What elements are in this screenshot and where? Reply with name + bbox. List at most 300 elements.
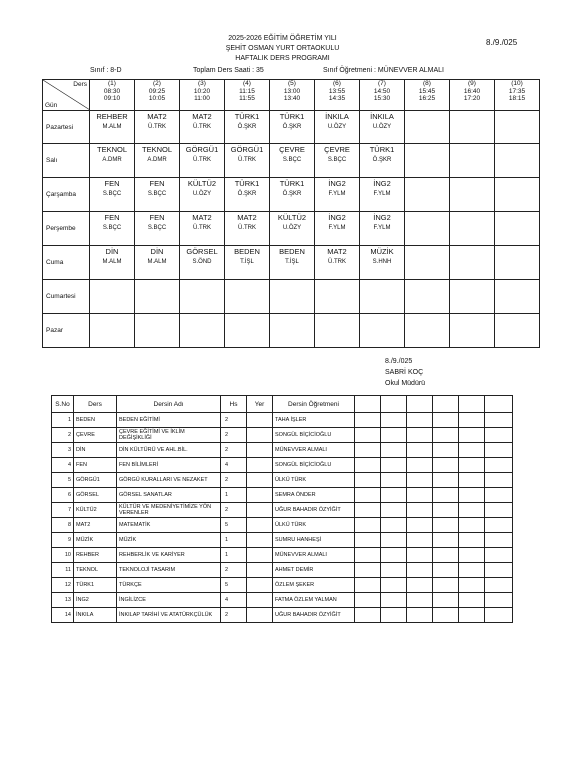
empty-cell [459, 608, 485, 623]
lesson-teacher: T.İŞL [285, 259, 299, 265]
course-code: TÜRK1 [74, 578, 117, 593]
table-row [52, 413, 513, 428]
lesson-cell [315, 280, 360, 314]
empty-cell [381, 563, 407, 578]
table-row [52, 548, 513, 563]
lesson-cell [180, 212, 225, 246]
table-row [52, 578, 513, 593]
empty-cell [407, 458, 433, 473]
lesson-cell [135, 212, 180, 246]
row-number: 6 [52, 488, 74, 503]
lesson-code: GÖRSEL [186, 247, 218, 256]
row-number: 14 [52, 608, 74, 623]
lesson-cell [450, 144, 495, 178]
lesson-code: MAT2 [192, 112, 212, 121]
lesson-cell [360, 212, 405, 246]
empty-cell [381, 413, 407, 428]
room [247, 458, 273, 473]
empty-cell [485, 488, 513, 503]
lesson-teacher: Ö.ŞKR [282, 124, 302, 130]
empty-cell [459, 548, 485, 563]
empty-cell [355, 428, 381, 443]
lesson-teacher: M.ALM [102, 124, 122, 130]
empty-cell [433, 593, 459, 608]
course-code: İNG2 [74, 593, 117, 608]
lesson-teacher: Ü.TRK [328, 259, 346, 265]
program-title: HAFTALIK DERS PROGRAMI [235, 55, 330, 62]
period-header: (4) 11:15 11:55 [225, 80, 270, 111]
course-teacher: ÜLKÜ TÜRK [273, 473, 355, 488]
empty-cell [355, 533, 381, 548]
period-header: (6) 13:55 14:35 [315, 80, 360, 111]
row-number: 9 [52, 533, 74, 548]
course-teacher: UĞUR BAHADIR ÖZYİĞİT [273, 608, 355, 623]
course-code: BEDEN [74, 413, 117, 428]
lesson-code: BEDEN [234, 247, 260, 256]
lesson-code: MAT2 [192, 213, 212, 222]
lesson-cell [135, 314, 180, 348]
course-list-table [51, 395, 513, 623]
empty-cell [381, 548, 407, 563]
empty-cell [355, 473, 381, 488]
lesson-code: İNG2 [328, 213, 346, 222]
empty-cell [355, 458, 381, 473]
lesson-cell [270, 178, 315, 212]
course-name: TÜRKÇE [117, 578, 221, 593]
empty-cell [485, 533, 513, 548]
col-sno: S.No [52, 396, 74, 413]
lesson-teacher: M.ALM [147, 259, 167, 265]
col-dersin-adi: Dersin Adı [117, 396, 221, 413]
lesson-teacher: S.HNH [372, 259, 392, 265]
day-label: Cuma [43, 246, 90, 280]
empty-cell [407, 593, 433, 608]
lesson-teacher: Ü.TRK [193, 225, 211, 231]
row-number: 2 [52, 428, 74, 443]
col-hs: Hs [221, 396, 247, 413]
table-row [52, 563, 513, 578]
lesson-cell [315, 212, 360, 246]
class-teacher-label: Sınıf Öğretmeni : MÜNEVVER ALMALI [323, 67, 444, 74]
empty-cell [459, 473, 485, 488]
lesson-cell [135, 246, 180, 280]
lesson-cell [225, 178, 270, 212]
table-row [52, 443, 513, 458]
lesson-teacher: Ö.ŞKR [282, 191, 302, 197]
empty-cell [485, 518, 513, 533]
lesson-cell [405, 178, 450, 212]
lesson-teacher: S.BÇC [147, 225, 167, 231]
lesson-cell [360, 246, 405, 280]
room [247, 533, 273, 548]
year-title: 2025-2026 EĞİTİM ÖĞRETİM YILI [228, 35, 337, 42]
empty-cell [381, 533, 407, 548]
lesson-cell [495, 111, 540, 144]
weekly-hours: 1 [221, 533, 247, 548]
lesson-code: MAT2 [237, 213, 257, 222]
period-header-row [43, 80, 540, 111]
empty-cell [381, 593, 407, 608]
course-name: BEDEN EĞİTİMİ [117, 413, 221, 428]
lesson-cell [90, 111, 135, 144]
lesson-teacher: F.YLM [328, 225, 346, 231]
principal-name: SABRİ KOÇ [385, 369, 424, 376]
empty-cell [407, 473, 433, 488]
empty-cell [433, 488, 459, 503]
empty-cell [459, 488, 485, 503]
empty-cell [459, 578, 485, 593]
lesson-teacher: A.DMR [102, 157, 122, 163]
empty-cell [355, 503, 381, 518]
empty-cell [355, 518, 381, 533]
document-date: 8./9./025 [486, 38, 518, 47]
weekly-hours: 2 [221, 503, 247, 518]
lesson-code: KÜLTÜ2 [187, 179, 217, 188]
day-row [43, 144, 540, 178]
lesson-teacher: F.YLM [328, 191, 346, 197]
empty-cell [433, 443, 459, 458]
lesson-teacher: A.DMR [147, 157, 167, 163]
empty-cell [433, 578, 459, 593]
day-row [43, 314, 540, 348]
period-header: (3) 10:20 11:00 [180, 80, 225, 111]
course-teacher: SONGÜL BİÇİCİOĞLU [273, 458, 355, 473]
empty-cell [407, 518, 433, 533]
empty-cell [485, 548, 513, 563]
course-code: FEN [74, 458, 117, 473]
empty-cell [485, 443, 513, 458]
empty-cell [433, 503, 459, 518]
lesson-cell [405, 144, 450, 178]
lesson-cell [360, 280, 405, 314]
room [247, 443, 273, 458]
lesson-cell [450, 280, 495, 314]
room [247, 578, 273, 593]
lesson-cell [180, 280, 225, 314]
signature-date: 8./9./025 [385, 358, 413, 365]
empty-cell [433, 518, 459, 533]
lesson-cell [90, 246, 135, 280]
lesson-cell [135, 144, 180, 178]
lesson-cell [360, 314, 405, 348]
lesson-code: FEN [104, 179, 120, 188]
period-header: (2) 09:25 10:05 [135, 80, 180, 111]
lesson-cell [225, 314, 270, 348]
lesson-cell [495, 178, 540, 212]
row-number: 8 [52, 518, 74, 533]
empty-cell [433, 473, 459, 488]
lesson-code: TÜRK1 [234, 179, 260, 188]
course-code: GÖRGÜ1 [74, 473, 117, 488]
room [247, 413, 273, 428]
course-code: DİN [74, 443, 117, 458]
course-name: TEKNOLOJİ TASARIM [117, 563, 221, 578]
room [247, 503, 273, 518]
lesson-cell [450, 246, 495, 280]
lesson-teacher: U.ÖZY [282, 225, 302, 231]
empty-cell [485, 413, 513, 428]
empty-cell [407, 578, 433, 593]
lesson-cell [180, 144, 225, 178]
room [247, 548, 273, 563]
lesson-cell [315, 111, 360, 144]
lesson-cell [90, 314, 135, 348]
lesson-cell [495, 314, 540, 348]
empty-cell [407, 563, 433, 578]
lesson-cell [450, 178, 495, 212]
lesson-teacher: F.YLM [373, 225, 391, 231]
course-teacher: UĞUR BAHADIR ÖZYİĞİT [273, 503, 355, 518]
lesson-cell [270, 314, 315, 348]
room [247, 518, 273, 533]
weekly-hours: 2 [221, 443, 247, 458]
course-teacher: FATMA ÖZLEM YALMAN [273, 593, 355, 608]
lesson-teacher: Ü.TRK [148, 124, 166, 130]
row-number: 12 [52, 578, 74, 593]
lesson-teacher: S.BÇC [327, 157, 347, 163]
empty-cell [381, 503, 407, 518]
day-row [43, 178, 540, 212]
empty-cell [459, 428, 485, 443]
lesson-cell [135, 111, 180, 144]
empty-cell [407, 503, 433, 518]
empty-cell [355, 563, 381, 578]
empty-cell [381, 578, 407, 593]
empty-cell [459, 518, 485, 533]
lesson-teacher: S.BÇC [102, 191, 122, 197]
empty-cell [459, 503, 485, 518]
lesson-teacher: S.ÖND [192, 259, 212, 265]
lesson-code: TÜRK1 [279, 112, 305, 121]
lesson-cell [180, 178, 225, 212]
table-row [52, 533, 513, 548]
schedule-table [42, 79, 540, 348]
table-row [52, 608, 513, 623]
weekly-hours: 2 [221, 473, 247, 488]
lesson-code: FEN [104, 213, 120, 222]
class-label: Sınıf : 8-D [90, 67, 122, 74]
course-name: KÜLTÜR VE MEDENİYETİMİZE YÖN VERENLER [117, 503, 221, 518]
lesson-cell [225, 280, 270, 314]
table-row [52, 428, 513, 443]
lesson-cell [270, 246, 315, 280]
empty-cell [485, 593, 513, 608]
empty-cell [355, 413, 381, 428]
lesson-cell [135, 280, 180, 314]
lesson-code: DİN [150, 247, 164, 256]
lesson-code: İNG2 [373, 179, 391, 188]
lesson-code: BEDEN [279, 247, 305, 256]
lesson-cell [450, 314, 495, 348]
course-code: İNKILA [74, 608, 117, 623]
lesson-cell [405, 212, 450, 246]
course-code: MÜZİK [74, 533, 117, 548]
lesson-cell [270, 212, 315, 246]
lesson-cell [495, 246, 540, 280]
empty-cell [407, 608, 433, 623]
lesson-code: İNKILA [370, 112, 394, 121]
col-yer: Yer [247, 396, 273, 413]
row-number: 5 [52, 473, 74, 488]
empty-cell [407, 533, 433, 548]
course-name: FEN BİLİMLERİ [117, 458, 221, 473]
course-teacher: SEMRA ÖNDER [273, 488, 355, 503]
course-teacher: MÜNEVVER ALMALI [273, 548, 355, 563]
lesson-code: GÖRGÜ1 [185, 145, 219, 154]
empty-cell [407, 548, 433, 563]
lesson-code: İNG2 [373, 213, 391, 222]
course-code: MAT2 [74, 518, 117, 533]
empty-cell [459, 593, 485, 608]
lesson-cell [90, 212, 135, 246]
course-name: İNKILAP TARİHİ VE ATATÜRKÇÜLÜK [117, 608, 221, 623]
lesson-code: TEKNOL [141, 145, 172, 154]
lesson-code: MÜZİK [370, 247, 394, 256]
lesson-code: İNKILA [325, 112, 349, 121]
lesson-cell [180, 314, 225, 348]
lesson-code: TÜRK1 [279, 179, 305, 188]
lesson-code: TEKNOL [96, 145, 127, 154]
lesson-cell [360, 144, 405, 178]
lesson-cell [315, 178, 360, 212]
empty-cell [355, 443, 381, 458]
course-teacher: ÜLKÜ TÜRK [273, 518, 355, 533]
empty-cell [433, 413, 459, 428]
room [247, 428, 273, 443]
lesson-cell [360, 178, 405, 212]
day-row [43, 212, 540, 246]
table-row [52, 593, 513, 608]
course-teacher: TAHA İŞLER [273, 413, 355, 428]
room [247, 488, 273, 503]
period-header: (1) 08:30 09:10 [90, 80, 135, 111]
day-label: Çarşamba [43, 178, 90, 212]
lesson-cell [225, 111, 270, 144]
empty-cell [485, 428, 513, 443]
empty-cell [381, 443, 407, 458]
empty-cell [381, 428, 407, 443]
course-name: İNGİLİZCE [117, 593, 221, 608]
lesson-code: DİN [105, 247, 119, 256]
empty-cell [407, 443, 433, 458]
total-hours-label: Toplam Ders Saati : 35 [193, 67, 264, 74]
course-name: ÇEVRE EĞİTİMİ VE İKLİM DEĞİŞİKLİĞİ [117, 428, 221, 443]
course-name: REHBERLİK VE KARİYER [117, 548, 221, 563]
empty-cell [485, 608, 513, 623]
lesson-cell [405, 111, 450, 144]
lesson-teacher: Ü.TRK [193, 157, 211, 163]
lesson-teacher: Ö.ŞKR [237, 191, 257, 197]
empty-cell [381, 473, 407, 488]
lesson-cell [270, 144, 315, 178]
lesson-cell [405, 246, 450, 280]
day-label: Salı [43, 144, 90, 178]
course-code: REHBER [74, 548, 117, 563]
lesson-code: FEN [149, 179, 165, 188]
course-teacher: SUMRU HANHEŞİ [273, 533, 355, 548]
lesson-teacher: Ü.TRK [238, 157, 256, 163]
lesson-cell [405, 280, 450, 314]
empty-cell [355, 578, 381, 593]
empty-cell [433, 533, 459, 548]
empty-cell [355, 608, 381, 623]
day-row [43, 280, 540, 314]
period-header: (5) 13:00 13:40 [270, 80, 315, 111]
lesson-code: MAT2 [147, 112, 167, 121]
lesson-code: KÜLTÜ2 [277, 213, 307, 222]
weekly-hours: 5 [221, 518, 247, 533]
lesson-cell [450, 212, 495, 246]
col-teacher: Dersin Öğretmeni [273, 396, 355, 413]
lesson-teacher: U.ÖZY [327, 124, 347, 130]
lesson-cell [270, 111, 315, 144]
room [247, 563, 273, 578]
course-teacher: ÖZLEM ŞEKER [273, 578, 355, 593]
lesson-cell [180, 246, 225, 280]
course-list-header [52, 396, 513, 413]
period-header: (8) 15:45 16:25 [405, 80, 450, 111]
lesson-code: ÇEVRE [279, 145, 305, 154]
lesson-code: REHBER [96, 112, 128, 121]
empty-cell [485, 503, 513, 518]
lesson-cell [495, 144, 540, 178]
table-row [52, 473, 513, 488]
lesson-teacher: M.ALM [102, 259, 122, 265]
period-header: (10) 17:35 18:15 [495, 80, 540, 111]
room [247, 473, 273, 488]
lesson-cell [180, 111, 225, 144]
empty-cell [407, 488, 433, 503]
empty-cell [407, 413, 433, 428]
lesson-cell [495, 280, 540, 314]
lesson-cell [360, 111, 405, 144]
empty-cell [433, 608, 459, 623]
row-number: 10 [52, 548, 74, 563]
lesson-code: TÜRK1 [234, 112, 260, 121]
corner-ders-label: Ders [73, 81, 87, 88]
day-label: Cumartesi [43, 280, 90, 314]
course-name: GÖRSEL SANATLAR [117, 488, 221, 503]
lesson-teacher: S.BÇC [147, 191, 167, 197]
lesson-teacher: Ü.TRK [238, 225, 256, 231]
course-teacher: MÜNEVVER ALMALI [273, 443, 355, 458]
empty-cell [459, 413, 485, 428]
lesson-cell [270, 280, 315, 314]
empty-cell [381, 608, 407, 623]
day-row [43, 111, 540, 144]
course-name: DİN KÜLTÜRÜ VE AHL.BİL. [117, 443, 221, 458]
course-name: MATEMATİK [117, 518, 221, 533]
course-code: KÜLTÜ2 [74, 503, 117, 518]
empty-cell [459, 458, 485, 473]
table-row [52, 458, 513, 473]
weekly-hours: 2 [221, 563, 247, 578]
lesson-teacher: Ö.ŞKR [372, 157, 392, 163]
empty-cell [407, 428, 433, 443]
day-label: Pazar [43, 314, 90, 348]
lesson-code: ÇEVRE [324, 145, 350, 154]
lesson-teacher: T.İŞL [240, 259, 254, 265]
row-number: 4 [52, 458, 74, 473]
table-row [52, 503, 513, 518]
empty-cell [485, 563, 513, 578]
corner-gun-label: Gün [45, 101, 58, 109]
row-number: 11 [52, 563, 74, 578]
lesson-teacher: S.BÇC [102, 225, 122, 231]
lesson-teacher: U.ÖZY [372, 124, 392, 130]
course-code: TEKNOL [74, 563, 117, 578]
weekly-hours: 5 [221, 578, 247, 593]
